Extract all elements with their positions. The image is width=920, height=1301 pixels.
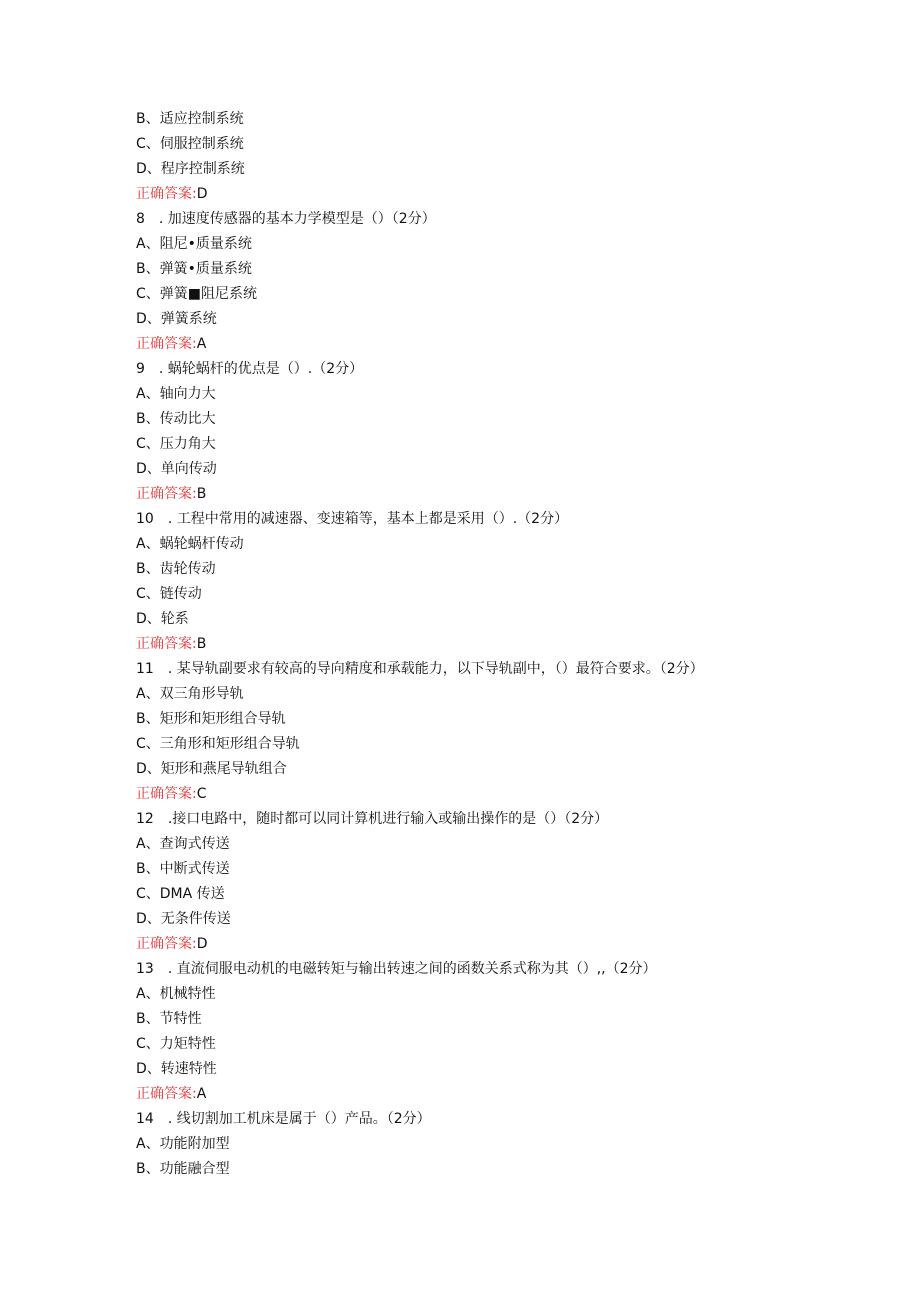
answer-line	[136, 332, 836, 357]
option-line: D、单向传动	[136, 461, 217, 477]
answer-line	[136, 782, 836, 807]
option-line: B、传动比大	[136, 411, 216, 427]
answer-value: B	[196, 486, 207, 502]
question-line: 13 . 直流伺服电动机的电磁转矩与输出转速之间的函数关系式称为其（）,,（2分）	[136, 961, 657, 977]
answer-label: 正确答案:	[136, 486, 197, 502]
option-line: C、伺服控制系统	[136, 136, 244, 152]
option-line: B、适应控制系统	[136, 111, 244, 127]
option-line: D、转速特性	[136, 1061, 217, 1077]
option-line: A、功能附加型	[136, 1136, 230, 1152]
option-line: C、力矩特性	[136, 1036, 216, 1052]
answer-value: A	[196, 336, 207, 352]
answer-line	[136, 632, 836, 657]
answer-label: 正确答案:	[136, 186, 197, 202]
answer-value: B	[196, 636, 207, 652]
option-line: B、功能融合型	[136, 1161, 230, 1177]
answer-line	[136, 182, 836, 207]
option-line: C、压力角大	[136, 436, 216, 452]
answer-value: C	[196, 786, 207, 802]
answer-line	[136, 932, 836, 957]
option-line: B、弹簧•质量系统	[136, 261, 252, 277]
question-line: 9 . 蜗轮蜗杆的优点是（）.（2分）	[136, 361, 364, 377]
answer-value: D	[196, 186, 208, 202]
answer-value: A	[196, 1086, 207, 1102]
answer-label: 正确答案:	[136, 1086, 197, 1102]
option-line: D、程序控制系统	[136, 161, 245, 177]
option-line: A、查询式传送	[136, 836, 230, 852]
question-line: 11 . 某导轨副要求有较高的导向精度和承载能力，以下导轨副中，（）最符合要求。（2分）	[136, 661, 704, 677]
question-line: 10 . 工程中常用的减速器、变速箱等，基本上都是采用（）.（2分）	[136, 511, 569, 527]
answer-label: 正确答案:	[136, 336, 197, 352]
option-line: D、轮系	[136, 611, 189, 627]
answer-line	[136, 1082, 836, 1107]
option-line: A、蜗轮蜗杆传动	[136, 536, 244, 552]
answer-label: 正确答案:	[136, 786, 197, 802]
question-line: 12 .接口电路中，随时都可以同计算机进行输入或输出操作的是（）（2分）	[136, 811, 609, 827]
option-line: A、阻尼•质量系统	[136, 236, 252, 252]
question-line: 14 . 线切割加工机床是属于（）产品。（2分）	[136, 1111, 431, 1127]
answer-line	[136, 482, 836, 507]
document-page	[136, 107, 836, 1182]
option-line: C、三角形和矩形组合导轨	[136, 736, 300, 752]
question-line: 8 . 加速度传感器的基本力学模型是（）（2分）	[136, 211, 436, 227]
option-line: C、弹簧■阻尼系统	[136, 286, 258, 302]
option-line: B、节特性	[136, 1011, 202, 1027]
option-line: A、轴向力大	[136, 386, 216, 402]
option-line: A、机械特性	[136, 986, 216, 1002]
option-line: D、矩形和燕尾导轨组合	[136, 761, 287, 777]
option-line: A、双三角形导轨	[136, 686, 244, 702]
option-line: C、链传动	[136, 586, 202, 602]
answer-label: 正确答案:	[136, 936, 197, 952]
answer-value: D	[196, 936, 208, 952]
option-line: B、矩形和矩形组合导轨	[136, 711, 286, 727]
option-line: C、DMA 传送	[136, 886, 225, 902]
option-line: B、中断式传送	[136, 861, 230, 877]
answer-label: 正确答案:	[136, 636, 197, 652]
option-line: D、无条件传送	[136, 911, 231, 927]
option-line: D、弹簧系统	[136, 311, 217, 327]
option-line: B、齿轮传动	[136, 561, 216, 577]
